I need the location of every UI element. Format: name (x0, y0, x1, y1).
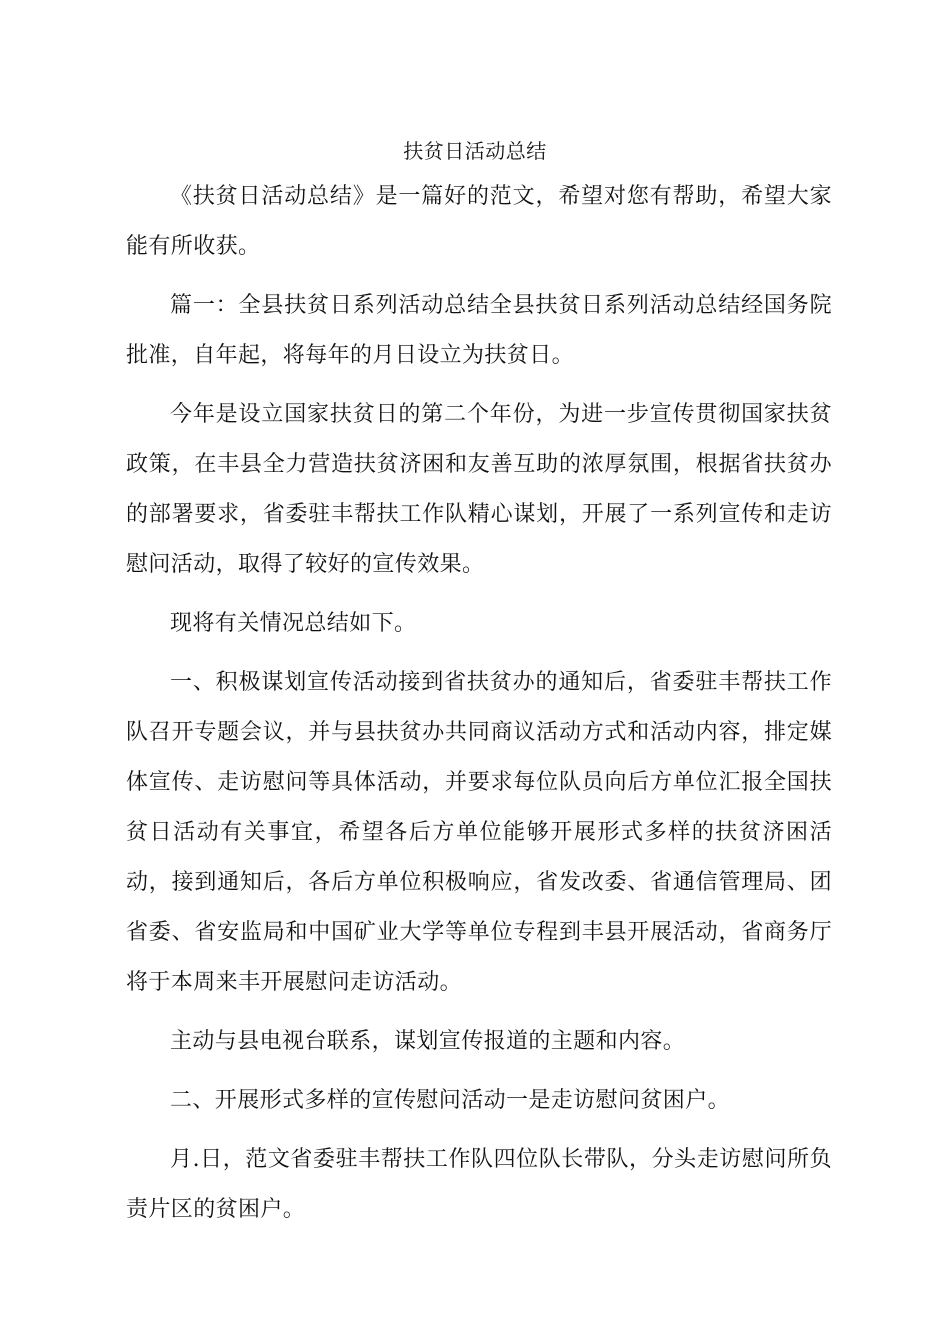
paragraph-section-two: 二、开展形式多样的宣传慰问活动一是走访慰问贫困户。 (170, 1088, 731, 1113)
document-body (126, 172, 832, 1244)
paragraph-section-one: 一、积极谋划宣传活动接到省扶贫办的通知后，省委驻丰帮扶工作队召开专题会议，并与县扶贫办共同商议活动方式和活动内容，排定媒体宣传、走访慰问等具体活动，并要求每位队员向后方单位汇报全国扶贫日活动有关事宜，希望各后方单位能够开展形式多样的扶贫济困活动，接到通知后，各后方单位积极响应，省发改委、省通信管理局、团省委、省安监局和中国矿业大学等单位专程到丰县开展活动，省商务厅将于本周来丰开展慰问走访活动。 (126, 670, 832, 995)
paragraph-summary-lead: 现将有关情况总结如下。 (170, 611, 417, 636)
paragraph-visit: 月.日，范文省委驻丰帮扶工作队四位队长带队，分头走访慰问所负责片区的贫困户。 (126, 1147, 832, 1222)
document-title: 扶贫日活动总结 (403, 139, 547, 163)
paragraph-intro: 《扶贫日活动总结》是一篇好的范文，希望对您有帮助，希望大家能有所收获。 (126, 184, 832, 259)
paragraph-tv-contact: 主动与县电视台联系，谋划宣传报道的主题和内容。 (170, 1029, 686, 1054)
paragraph-part-one: 篇一：全县扶贫日系列活动总结全县扶贫日系列活动总结经国务院批准，自年起，将每年的月日设立为扶贫日。 (126, 293, 832, 368)
paragraph-background: 今年是设立国家扶贫日的第二个年份，为进一步宣传贯彻国家扶贫政策，在丰县全力营造扶贫济困和友善互助的浓厚氛围，根据省扶贫办的部署要求，省委驻丰帮扶工作队精心谋划，开展了一系列宣传和走访慰问活动，取得了较好的宣传效果。 (126, 402, 832, 577)
